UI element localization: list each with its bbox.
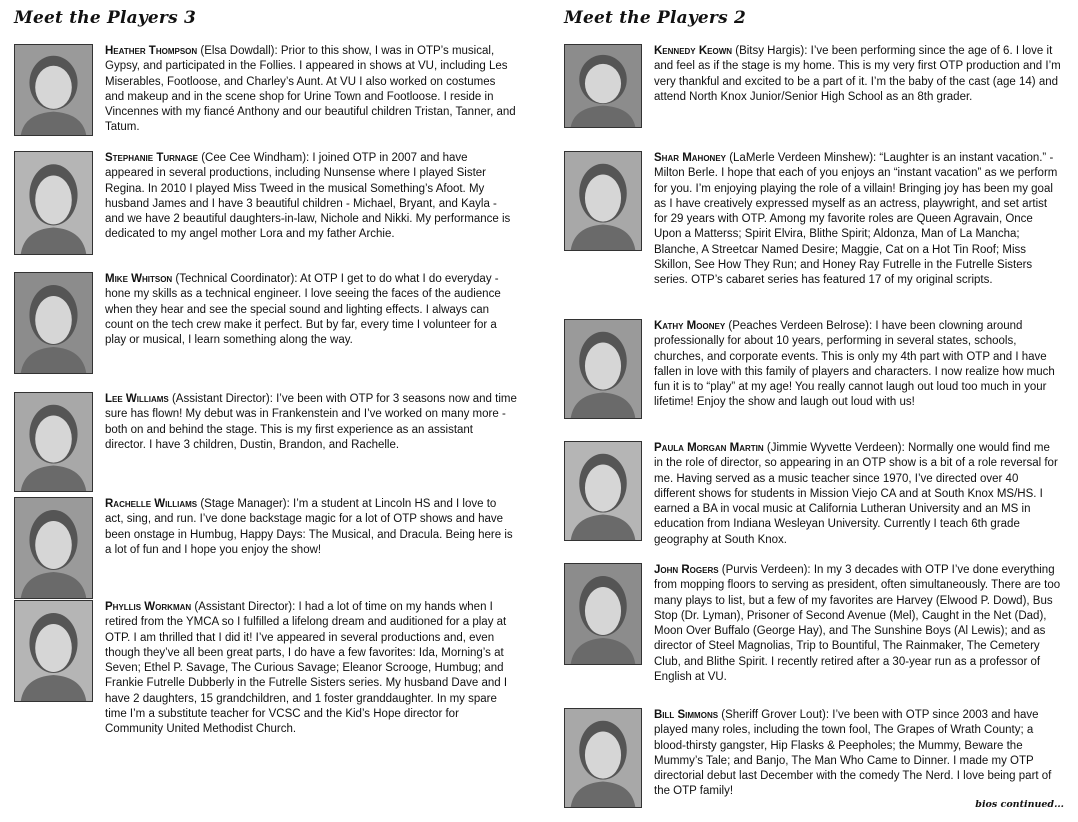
bio-body: (Purvis Verdeen): In my 3 decades with OTP I’ve done everything from mopping floors to serving as president, often simultaneously. There are too many plays to list, but a few of my favorites are Harvey (Elwood P. Dowd), Bus Stop (Dr. Lyman), Prisoner of Second Avenue (Mel), Caught in the Net (Dad), Moon Over Buffalo (George Hay), and The Sunshine Boys (Al Lewis); and as director of Steel Magnolias, Trip to Bountiful, The Rainmaker, The Cemetery Club, and Blithe Spirit. I recently retired after a 30-year run as a professor of English at VU. xyxy=(654,564,1061,684)
bio-body: (Assistant Director): I had a lot of time on my hands when I retired from the YMCA so I fulfilled a lifelong dream and auditioned for a play at OTP. I am thrilled that I did it! I’ve appeared in several productions and, even though they’ve all been great parts, I do have a few favorites: Ida, Morning’s at Seven; Ethel P. Savage, The Curious Savage; Eleanor Scrooge, Humbug; and Frankie Futrelle Dubberly in the Futrelle Sisters series. My husband Dave and I have 2 daughters, 15 grandchildren, and 1 foster granddaughter. In my spare time I’m a substitute teacher for VCSC and the Kid’s Hope director for Community United Methodist Church. xyxy=(105,601,508,736)
bio-text xyxy=(654,44,1062,105)
bio-text xyxy=(654,563,1062,685)
headshot-silhouette-icon xyxy=(15,393,92,491)
bio-text xyxy=(654,151,1062,289)
column-title: Meet the Players 2 xyxy=(564,8,746,28)
bio-text xyxy=(654,319,1062,411)
headshot-photo xyxy=(564,151,642,251)
player-name: Paula Morgan Martin xyxy=(654,442,764,454)
player-name: Kathy Mooney xyxy=(654,320,726,332)
bio-body: (Bitsy Hargis): I’ve been performing since the age of 6. I love it and feel as if the stage is my home. This is my very first OTP production and I’m very thankful and excited to be a part of it. I’m the baby of the cast (age 14) and attend North Knox Junior/Senior High School as an 8th grader. xyxy=(654,45,1061,103)
headshot-photo xyxy=(564,319,642,419)
headshot-silhouette-icon xyxy=(565,320,641,418)
bios-continued-note: bios continued... xyxy=(975,799,1064,810)
headshot-silhouette-icon xyxy=(565,564,641,664)
bio-text xyxy=(105,44,517,136)
headshot-silhouette-icon xyxy=(565,152,641,250)
bio-body: (Technical Coordinator): At OTP I get to do what I do everyday - hone my skills as a technical engineer. I love seeing the faces of the audience when they hear and see the special sound and lighting effects. I always can count on the tech crew make it perfect. But by far, every time I volunteer for a play or musical, I learn something along the way. xyxy=(105,273,501,347)
bio-text xyxy=(105,497,517,558)
headshot-photo xyxy=(14,392,93,492)
bio-text xyxy=(105,392,517,453)
headshot-photo xyxy=(14,44,93,136)
headshot-silhouette-icon xyxy=(15,601,92,701)
headshot-silhouette-icon xyxy=(565,709,641,807)
headshot-photo xyxy=(564,708,642,808)
bio-body: (Cee Cee Windham): I joined OTP in 2007 and have appeared in several productions, including Nunsense where I played Sister Regina. In 2010 I played Miss Tweed in the musical Something’s Afoot. My husband James and I have 3 beautiful children - Michael, Bryant, and Kayla - and we have 2 beautiful daughters-in-law, Nichole and Nikki. My performance is dedicated to my angel mother Lora and my father Archie. xyxy=(105,152,511,241)
player-name: Kennedy Keown xyxy=(654,45,733,57)
bio-text xyxy=(654,708,1062,800)
bio-body: (Assistant Director): I’ve been with OTP for 3 seasons now and time sure has flown! My debut was in Frankenstein and I’ve worked on many more - both on and behind the stage. This is my first experience as an assistant director. I have 3 children, Dustin, Brandon, and Rachelle. xyxy=(105,393,517,451)
player-name: Mike Whitson xyxy=(105,273,173,285)
headshot-photo xyxy=(14,272,93,374)
bio-text xyxy=(105,272,517,348)
headshot-silhouette-icon xyxy=(565,442,641,540)
headshot-photo xyxy=(564,441,642,541)
bio-body: (Jimmie Wyvette Verdeen): Normally one would find me in the role of director, so appearing in an OTP show is a bit of a role reversal for me. Having served as a music teacher since 1970, I’ve directed over 40 different shows for students in Mission Viejo CA and at South Knox MS/HS. I earned a BA in vocal music at California Lutheran University and an MS in education from Indiana Wesleyan University. Currently I teach 6th grade geography at South Knox. xyxy=(654,442,1058,546)
bio-body: (LaMerle Verdeen Minshew): “Laughter is an instant vacation.” -Milton Berle. I hope that each of you enjoys an “instant vacation” as we perform for you. I’m enjoying playing the role of a villain! Bringing joy has been my goal as I have creatively expressed myself as an actress, playwright, and set artist for 29 years with OTP. Among my favorite roles are Queen Agravain, Once Upon a Matterss; Spirit Elvira, Blithe Spirit; Aldonza, Man of La Mancha; Blanche, A Streetcar Named Desire; Maggie, Cat on a Hot Tin Roof; Miss Skillon, See How They Run; and Honey Ray Futrelle in the Futrelle Sisters series. OTP’s cabaret series has featured 17 of my original scripts. xyxy=(654,152,1058,287)
bio-text xyxy=(105,600,517,738)
headshot-photo xyxy=(14,497,93,599)
column-title: Meet the Players 3 xyxy=(14,8,196,28)
bio-text xyxy=(105,151,517,243)
headshot-photo xyxy=(564,563,642,665)
headshot-photo xyxy=(14,151,93,255)
player-name: Lee Williams xyxy=(105,393,169,405)
headshot-silhouette-icon xyxy=(15,498,92,598)
player-name: Heather Thompson xyxy=(105,45,198,57)
headshot-silhouette-icon xyxy=(15,152,92,254)
player-name: Bill Simmons xyxy=(654,709,719,721)
headshot-photo xyxy=(564,44,642,128)
headshot-silhouette-icon xyxy=(15,45,92,135)
player-name: John Rogers xyxy=(654,564,719,576)
bio-body: (Elsa Dowdall): Prior to this show, I was in OTP’s musical, Gypsy, and participated in the Follies. I appeared in shows at VU, including Les Miserables, Footloose, and Charley’s Aunt. At VU I also worked on costumes and makeup and in the scene shop for Urine Town and Footloose. I reside in Vincennes with my fiancé Anthony and our beautiful children Tristan, Tanner, and Tatum. xyxy=(105,45,516,134)
headshot-photo xyxy=(14,600,93,702)
player-name: Phyllis Workman xyxy=(105,601,192,613)
bio-text xyxy=(654,441,1062,548)
headshot-silhouette-icon xyxy=(565,45,641,127)
bio-body: (Stage Manager): I’m a student at Lincoln HS and I love to act, sing, and run. I’ve done backstage magic for a lot of OTP shows and have been onstage in Humbug, Happy Days: The Musical, and Dracula. Being here is a lot of fun and I hope you enjoy the show! xyxy=(105,498,513,556)
player-name: Stephanie Turnage xyxy=(105,152,199,164)
bio-body: (Sheriff Grover Lout): I’ve been with OTP since 2003 and have played many roles, including the town fool, The Grapes of Wrath County; a blood-thirsty gangster, Hip Flasks & Peepholes; the Mummy, Beware the Mummy’s Tale; and Banjo, The Man Who Came to Dinner. I made my OTP directorial debut last December with the comedy The Nerd. I love being part of the OTP family! xyxy=(654,709,1052,798)
player-name: Shar Mahoney xyxy=(654,152,727,164)
headshot-silhouette-icon xyxy=(15,273,92,373)
bio-body: (Peaches Verdeen Belrose): I have been clowning around professionally for about 10 years, performing in several states, schools, churches, and corporate events. This is only my 4th part with OTP and I have fallen in love with this family of players and characters. I now realize how much fun it is to “play” at my age! You really cannot laugh out loud too much in your lifetime! Enjoy the show and laugh out loud with us! xyxy=(654,320,1055,409)
player-name: Rachelle Williams xyxy=(105,498,198,510)
